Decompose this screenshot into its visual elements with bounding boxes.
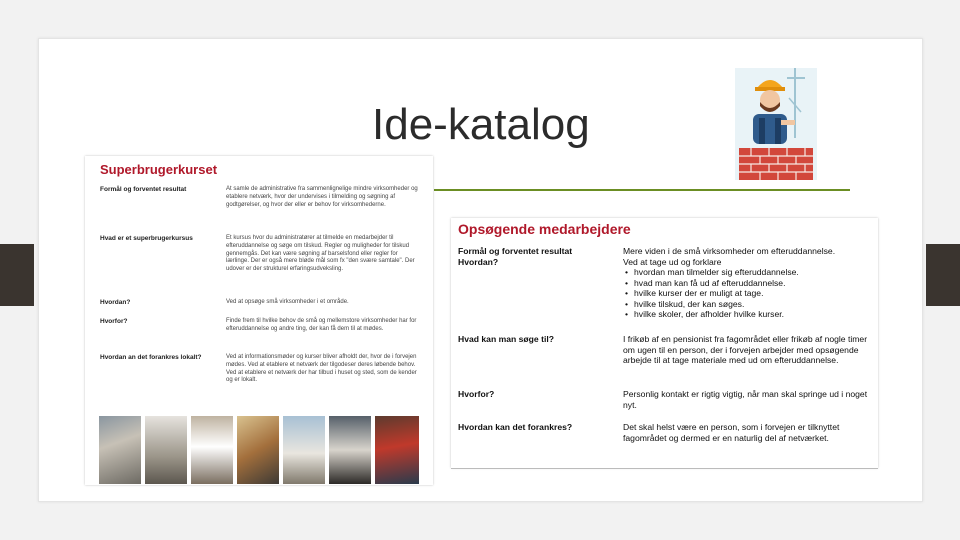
doc1-row-question: Formål og forventet resultat: [100, 186, 187, 193]
worker-illustration: [735, 68, 817, 180]
doc2-question: Hvordan kan det forankres?: [458, 422, 573, 432]
doc2-answer: I frikøb af en pensionist fra fagområdet eller frikøb af nogle timer om ugen til en person, der i forvejen arbejder med opsøgende arbejde til at tage materiale med ud om efteruddannelse.: [623, 334, 868, 365]
doc1-row-question: Hvordan?: [100, 299, 131, 306]
doc2-bullet-list: [623, 267, 875, 320]
doc1-row-answer: Ved at informationsmøder og kurser bliver afholdt der, hvor de i forvejen mødes. Ved at etablere et netværk der tilgodeser deres løbende behov. Ved at etablere et netværk der har tilbud i huset og sted, som de kender og er lokalt.: [226, 354, 417, 384]
doc1-heading: Superbrugerkurset: [100, 162, 218, 177]
doc2-question: Hvad kan man søge til?: [458, 334, 554, 344]
title-underline: [434, 189, 850, 191]
doc2-question-line: Hvordan?: [458, 256, 499, 267]
photo-strip: [99, 416, 419, 484]
doc1-row-answer: Et kursus hvor du administratører at tilmelde en medarbejder til efteruddannelse og søge om tilskud. Regler og muligheder for tilskud gennemgås. Det kan være søgning af barselsfond eller regler for lærlinge. Der er også mere bløde mål som fx "den svære samtale". Der udover er der strukturel erfaringsudveksling.: [226, 235, 415, 273]
doc2-bottom-border: [451, 468, 878, 469]
worksite-photo: [99, 416, 141, 484]
doc2-heading: Opsøgende medarbejdere: [458, 221, 631, 237]
doc2-bullet: • hvilke tilskud, der kan søges.: [623, 299, 875, 310]
worksite-photo: [329, 416, 371, 484]
opsogende-document: [451, 218, 878, 468]
doc2-bullet: • hvad man kan få ud af efteruddannelse.: [623, 278, 875, 289]
doc1-row-answer: Finde frem til hvilke behov de små og mellemstore virksomheder har for efteruddannelse og andre ting, der kan få dem til at mødes.: [226, 318, 417, 332]
right-edge-bar: [926, 244, 960, 306]
doc2-question: Hvorfor?: [458, 389, 495, 399]
worksite-photo: [283, 416, 325, 484]
worksite-photo: [237, 416, 279, 484]
doc1-row-question: Hvordan an det forankres lokalt?: [100, 354, 202, 361]
doc2-bullet: • hvilke skoler, der afholder hvilke kurser.: [623, 309, 875, 320]
doc2-question: [458, 246, 618, 267]
doc1-row-answer: At samle de administrative fra sammenlignelige mindre virksomheder og etablere netværk, hvor der undervises i tilmelding og søgning af godtgørelser, og hvor der eller er behov for virksomhederne.: [226, 186, 418, 208]
doc1-row-question: Hvad er et superbrugerkursus: [100, 235, 193, 242]
left-edge-bar: [0, 244, 34, 306]
doc2-question-line: Formål og forventet resultat: [458, 246, 573, 256]
doc2-answer: Personlig kontakt er rigtig vigtig, når man skal springe ud i noget nyt.: [623, 389, 868, 410]
doc2-answer: [623, 246, 875, 320]
doc2-answer-line: Mere viden i de små virksomheder om efteruddannelse.: [623, 246, 836, 256]
worksite-photo: [375, 416, 419, 484]
superbruger-document: [85, 156, 433, 485]
doc2-bullet: • hvordan man tilmelder sig efteruddannelse.: [623, 267, 875, 278]
doc2-answer: Det skal helst være en person, som i forvejen er tilknyttet fagområdet og dermed er en naturlig del af netværket.: [623, 422, 840, 443]
doc1-row-answer: Ved at opsøge små virksomheder i et område.: [226, 299, 349, 305]
doc1-row-question: Hvorfor?: [100, 318, 128, 325]
slide-title: Ide-katalog: [372, 100, 590, 149]
doc2-bullet: • hvilke kurser der er muligt at tage.: [623, 288, 875, 299]
worksite-photo: [145, 416, 187, 484]
doc2-answer-line: Ved at tage ud og forklare: [623, 256, 722, 267]
worksite-photo: [191, 416, 233, 484]
